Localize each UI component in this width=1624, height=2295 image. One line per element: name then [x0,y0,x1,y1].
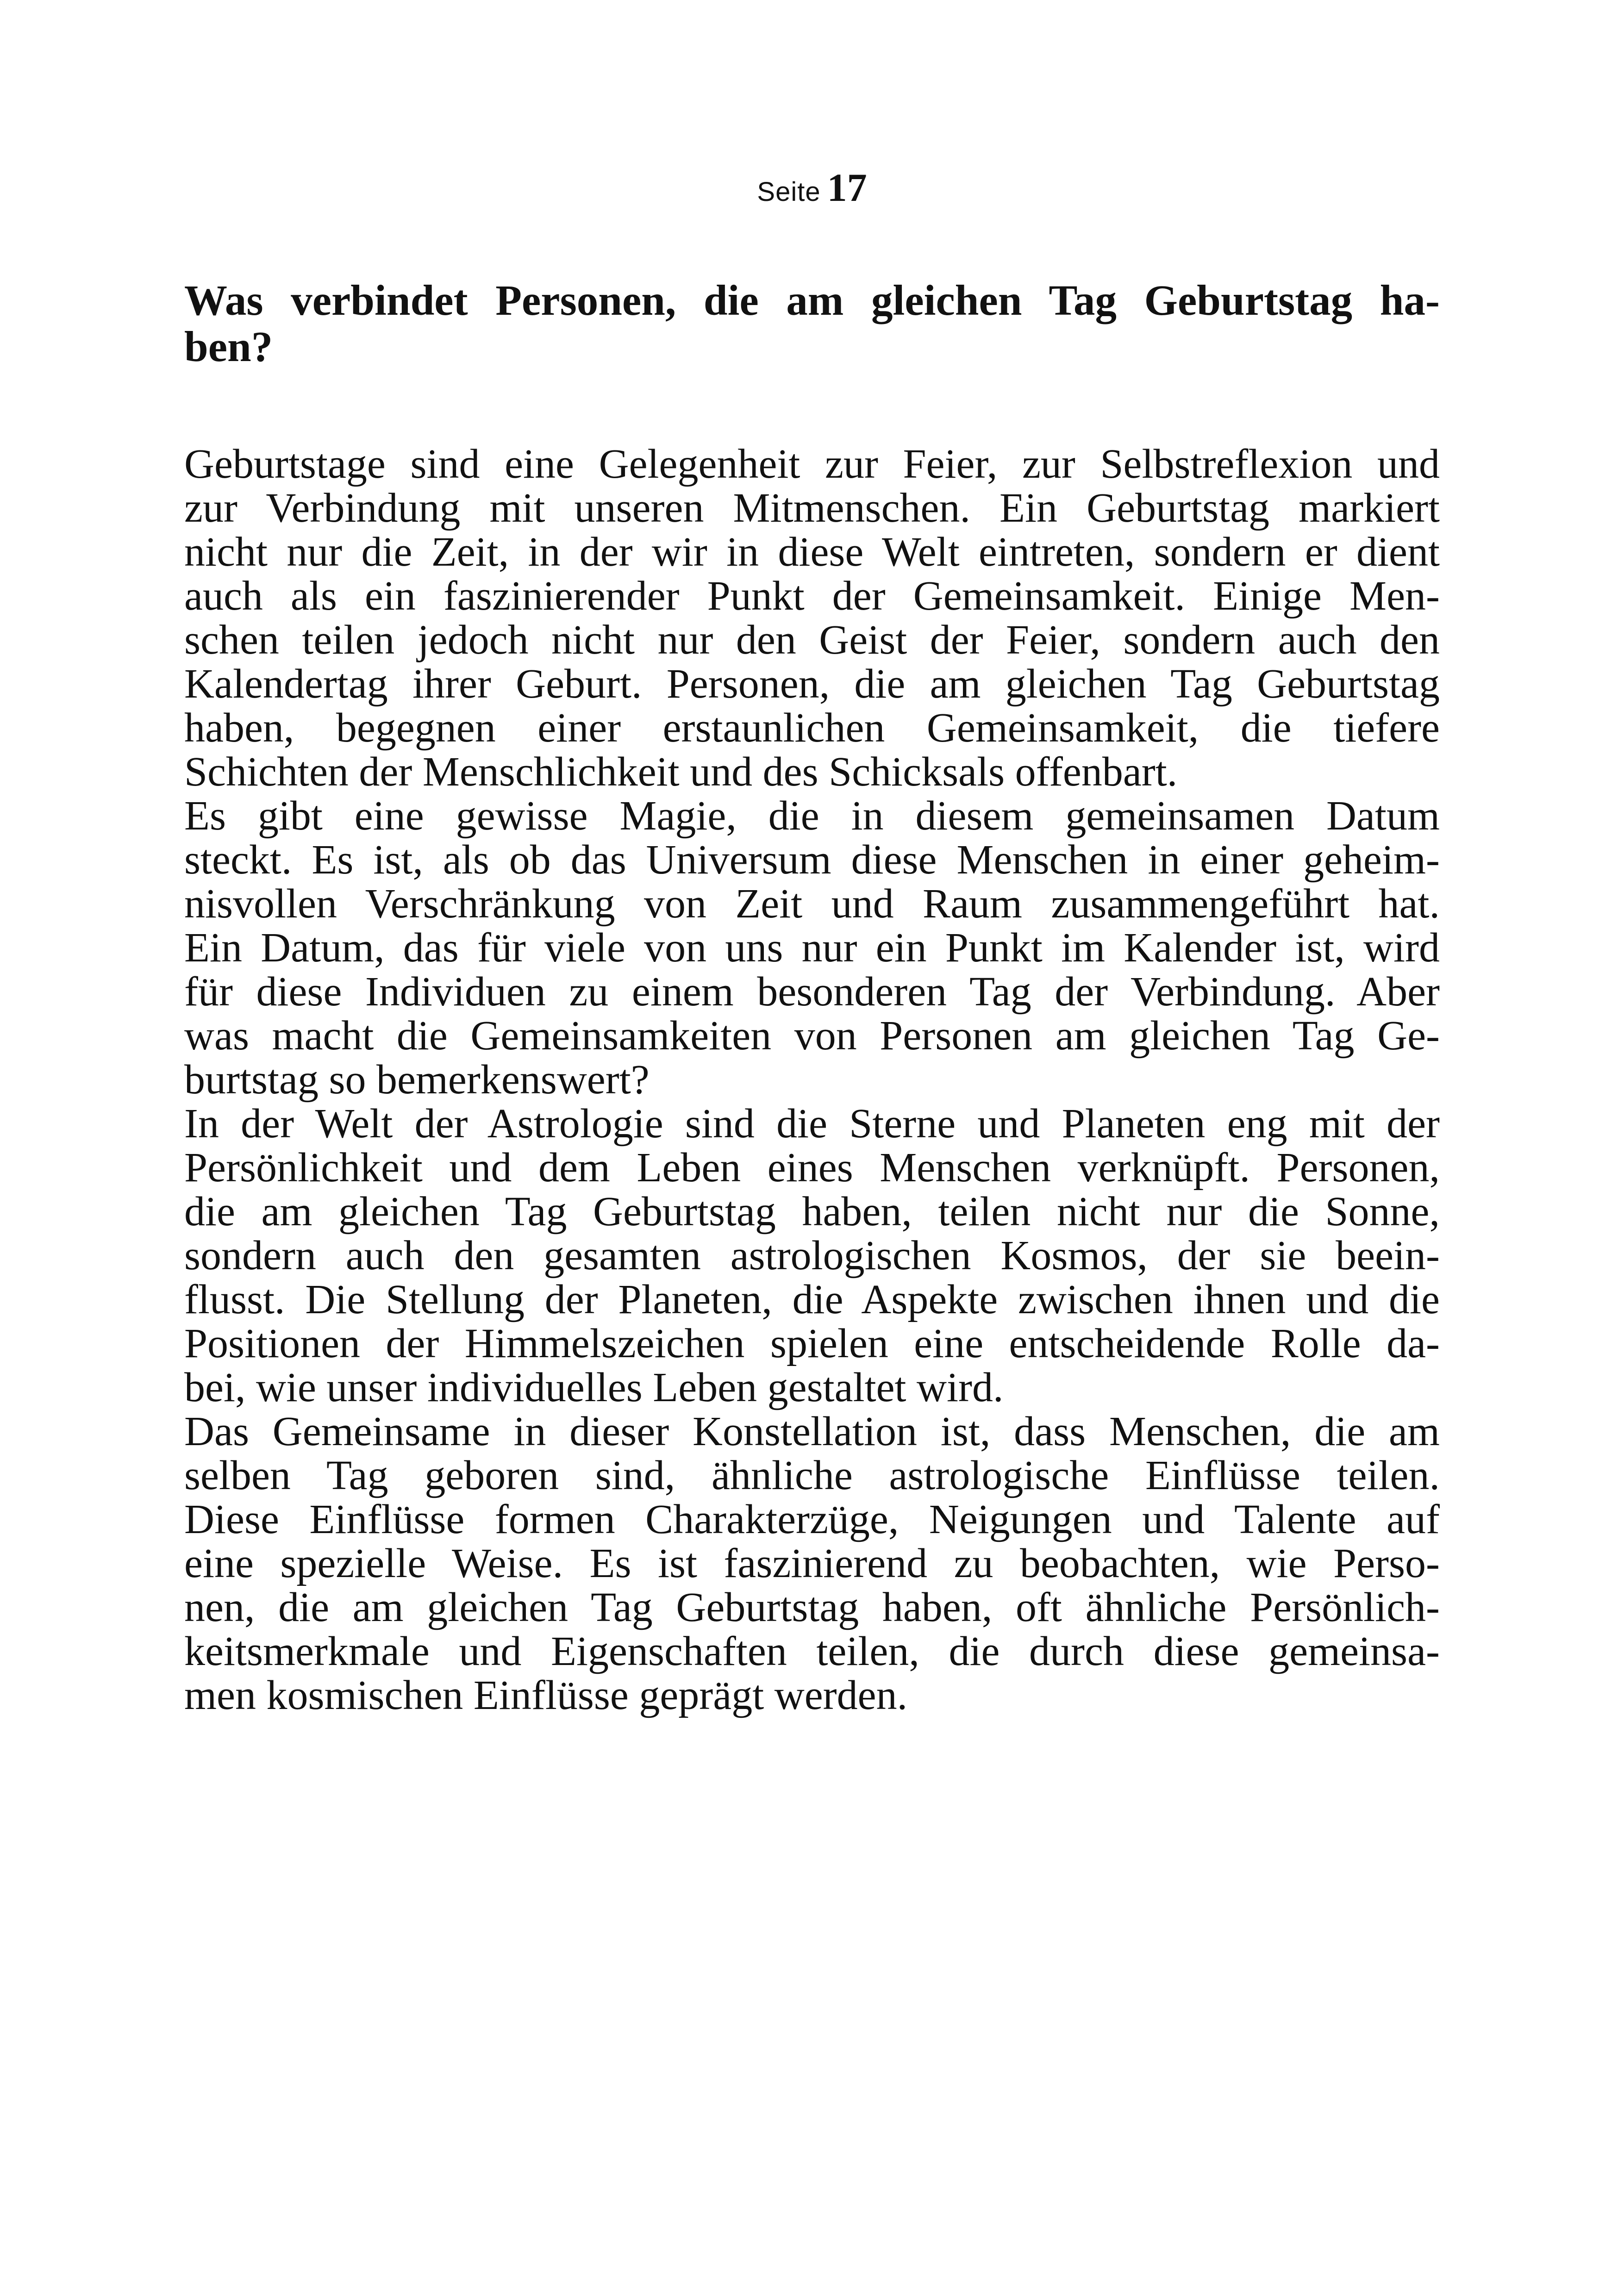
text-line: zur Verbindung mit unseren Mitmenschen. Ein Geburtstag markiert [184,485,1440,531]
text-line: eine spezielle Weise. Es ist faszinierend zu beobachten, wie Perso- [184,1540,1440,1586]
paragraph [184,1102,1440,1409]
text-line: nisvollen Verschränkung von Zeit und Raum zusammengeführt hat. [184,881,1440,927]
text-line: Persönlichkeit und dem Leben eines Menschen verknüpft. Personen, [184,1145,1440,1191]
text-line: steckt. Es ist, als ob das Universum diese Menschen in einer geheim- [184,837,1440,883]
text-line: Kalendertag ihrer Geburt. Personen, die am gleichen Tag Geburtstag [184,661,1440,707]
text-line: Diese Einflüsse formen Charakterzüge, Neigungen und Talente auf [184,1497,1440,1542]
text-line: die am gleichen Tag Geburtstag haben, teilen nicht nur die Sonne, [184,1189,1440,1235]
text-line: sondern auch den gesamten astrologischen Kosmos, der sie beein- [184,1233,1440,1278]
text-line: Ein Datum, das für viele von uns nur ein Punkt im Kalender ist, wird [184,925,1440,971]
text-line: bei, wie unser individuelles Leben gestaltet wird. [184,1365,1004,1410]
page-label: Seite [757,177,821,207]
text-line: nicht nur die Zeit, in der wir in diese Welt eintreten, sondern er dient [184,529,1440,575]
chapter-heading [184,278,1440,370]
paragraph [184,1409,1440,1717]
text-line: Es gibt eine gewisse Magie, die in diesem gemeinsamen Datum [184,793,1440,839]
text-line: Positionen der Himmelszeichen spielen eine entscheidende Rolle da- [184,1321,1440,1366]
text-line: flusst. Die Stellung der Planeten, die Aspekte zwischen ihnen und die [184,1277,1440,1322]
text-line: schen teilen jedoch nicht nur den Geist der Feier, sondern auch den [184,617,1440,663]
text-line: für diese Individuen zu einem besonderen Tag der Verbindung. Aber [184,969,1440,1015]
text-line: nen, die am gleichen Tag Geburtstag haben, oft ähnliche Persönlich- [184,1584,1440,1630]
text-line: burtstag so bemerkenswert? [184,1057,650,1103]
text-line: selben Tag geboren sind, ähnliche astrologische Einflüsse teilen. [184,1453,1440,1498]
page-header [0,160,1624,227]
heading-line: Was verbindet Personen, die am gleichen Tag Geburtstag ha- [184,277,1440,324]
heading-line: ben? [184,323,273,371]
text-line: In der Welt der Astrologie sind die Sterne und Planeten eng mit der [184,1101,1440,1147]
body-text [184,442,1440,1717]
text-line: Schichten der Menschlichkeit und des Schicksals offenbart. [184,749,1178,795]
text-line: auch als ein faszinierender Punkt der Gemeinsamkeit. Einige Men- [184,573,1440,619]
paragraph [184,794,1440,1102]
text-line: haben, begegnen einer erstaunlichen Gemeinsamkeit, die tiefere [184,705,1440,751]
text-line: keitsmerkmale und Eigenschaften teilen, die durch diese gemeinsa- [184,1628,1440,1674]
text-line: was macht die Gemeinsamkeiten von Personen am gleichen Tag Ge- [184,1013,1440,1059]
page-number: 17 [827,165,867,210]
text-line: men kosmischen Einflüsse geprägt werden. [184,1672,908,1718]
paragraph [184,442,1440,794]
text-line: Das Gemeinsame in dieser Konstellation ist, dass Menschen, die am [184,1409,1440,1454]
text-line: Geburtstage sind eine Gelegenheit zur Feier, zur Selbstreflexion und [184,441,1440,487]
